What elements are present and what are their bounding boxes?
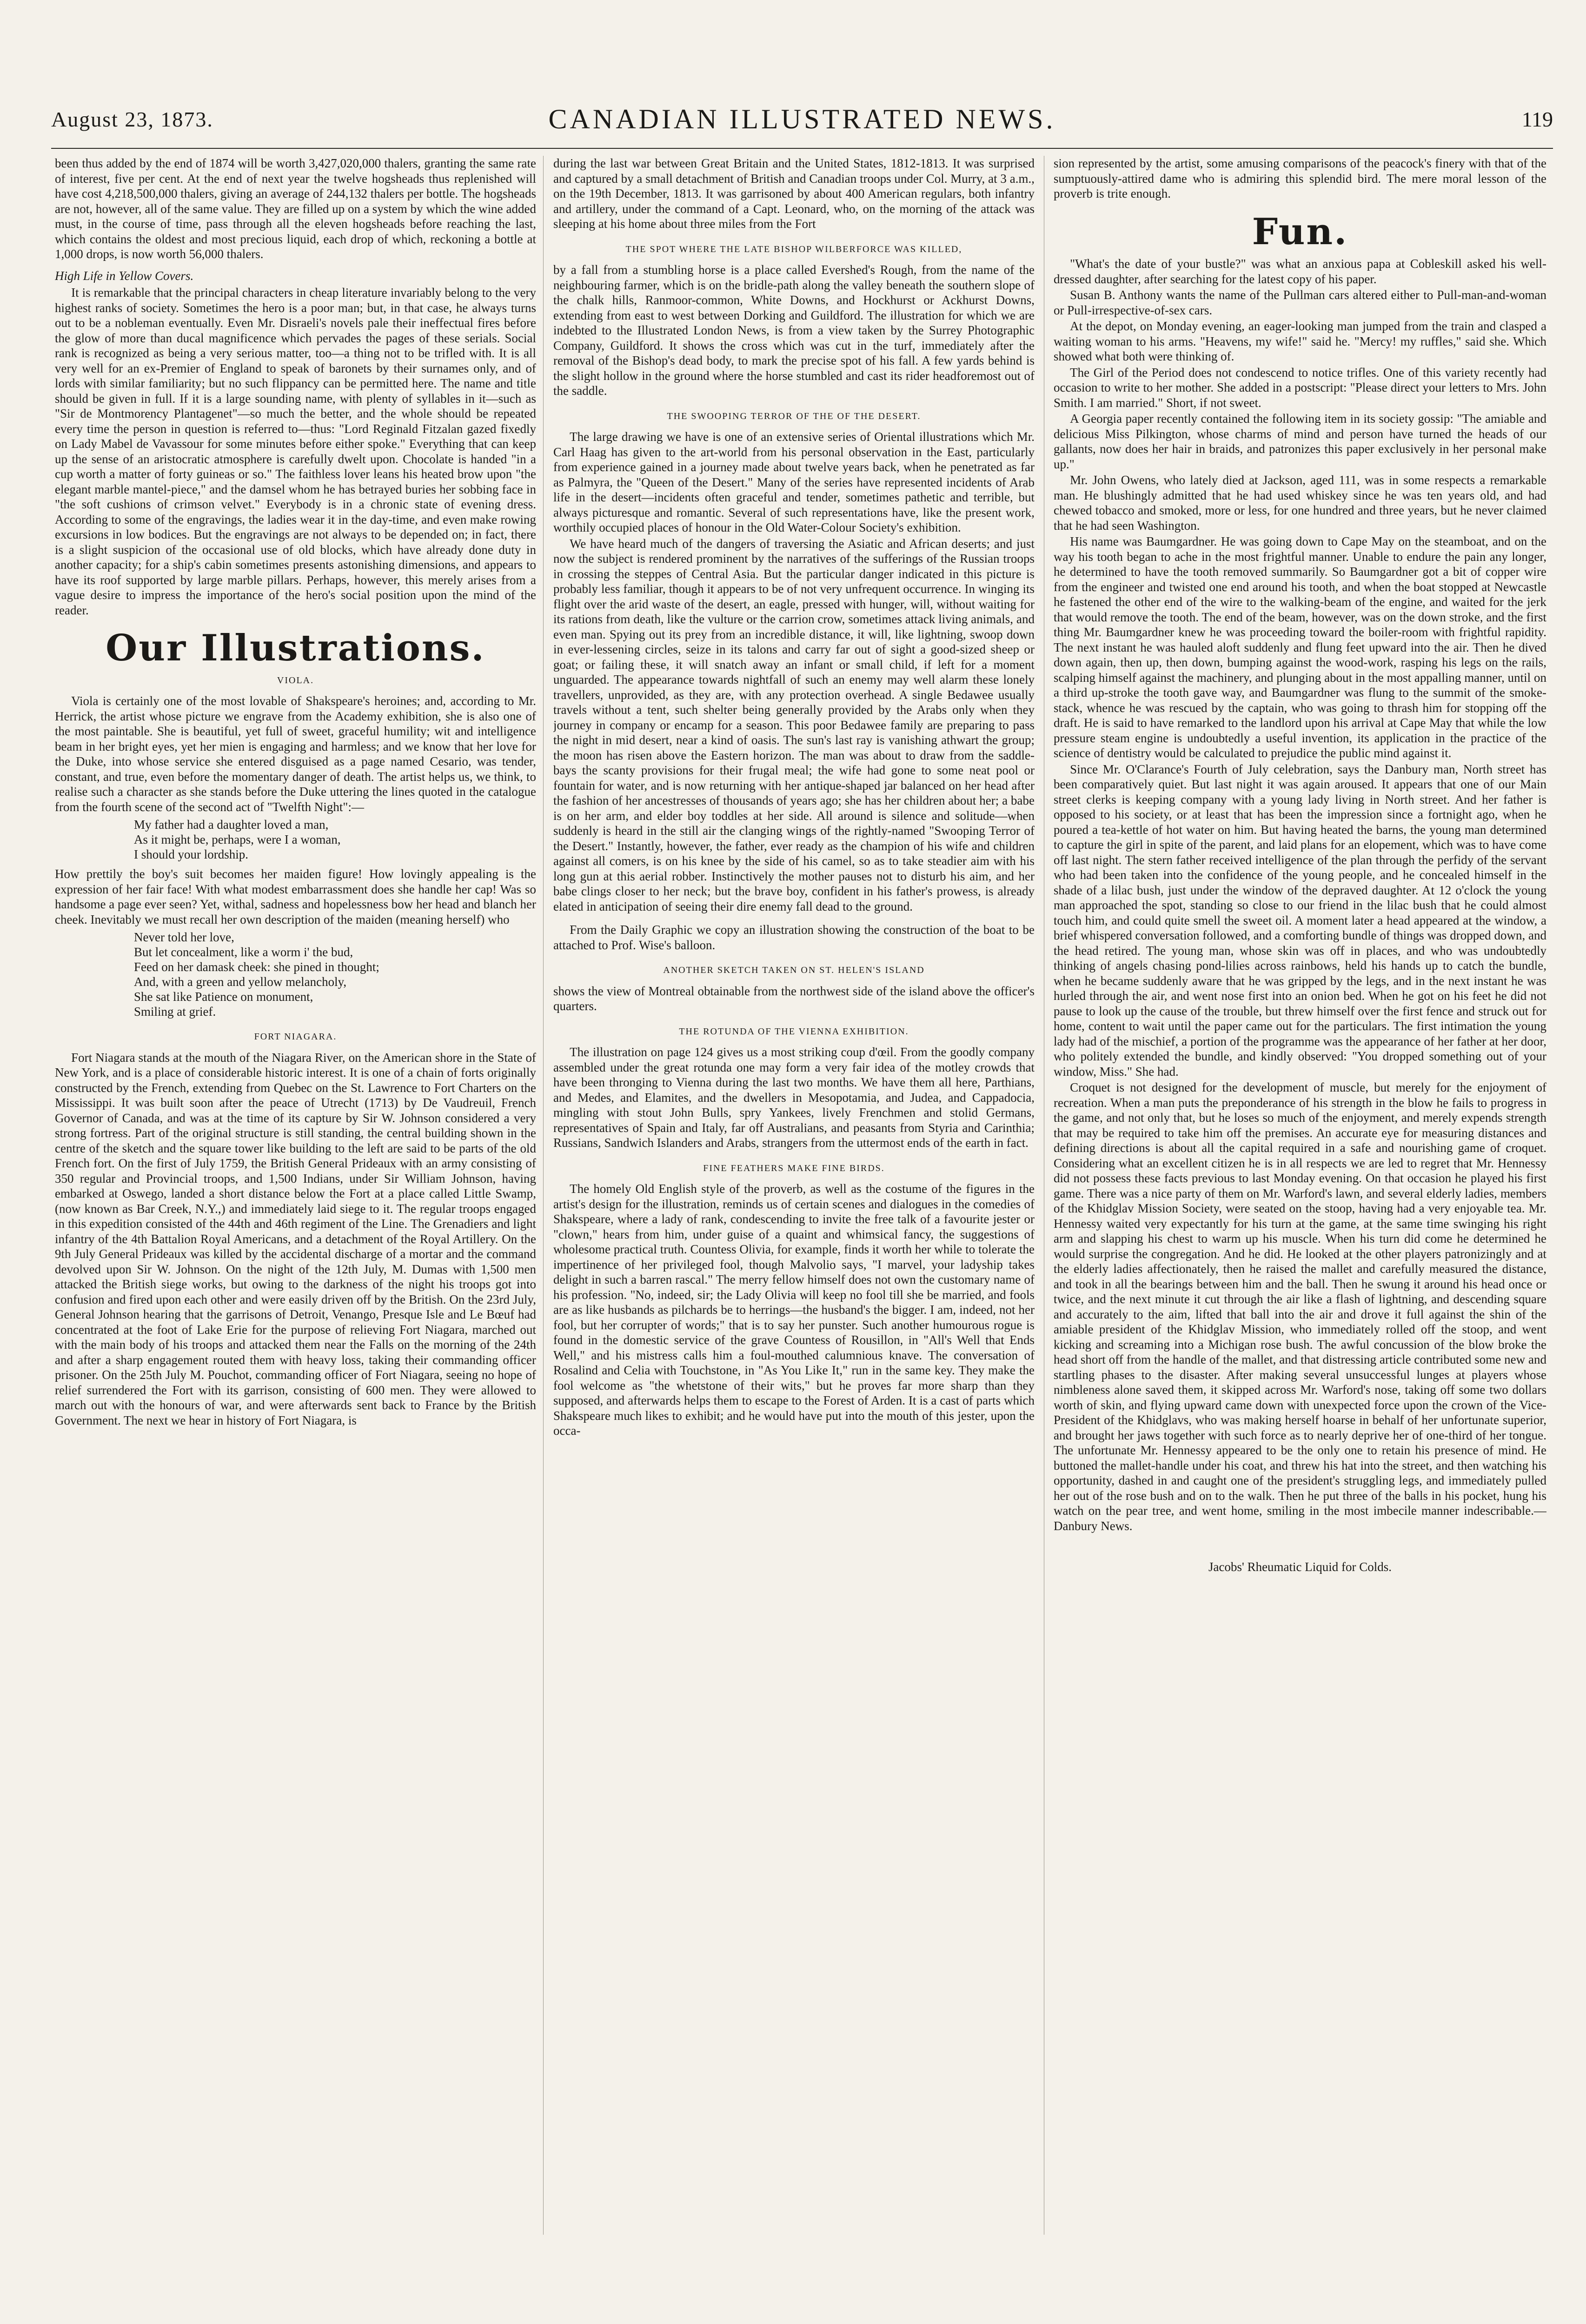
- poem-quote: [134, 930, 536, 1019]
- poem-line: Smiling at grief.: [134, 1005, 216, 1019]
- article-heading: FINE FEATHERS MAKE FINE BIRDS.: [703, 1163, 885, 1173]
- section-title: Fun.: [1252, 210, 1348, 253]
- poem-line: Never told her love,: [134, 930, 234, 944]
- article-paragraph: The large drawing we have is one of an extensive series of Oriental illustrations which Mr. Carl Haag has given to the art-world from his personal observation in the East, particularly from experience gained in a journey made about twelve years back, when he penetrated as far as Palmyra, the "Queen of the Desert." Many of the series have represented incidents of Arab life in the desert—incidents often graceful and tender, sometimes pathetic and terrible, but always picturesque and romantic. Several of such representations have, like the present work, worthily occupied places of honour in the Old Water-Colour Society's exhibition.: [553, 430, 1035, 534]
- article-heading: THE ROTUNDA OF THE VIENNA EXHIBITION.: [679, 1026, 909, 1037]
- poem-line: She sat like Patience on monument,: [134, 990, 313, 1004]
- column-2: [553, 156, 1035, 2235]
- article-paragraph: It is remarkable that the principal characters in cheap literature invariably belong to the very highest ranks of society. Sometimes the hero is a poor man; but, in that case, he always turns out to be a nobleman eventually. Even Mr. Disraeli's novels pale their ineffectual fires before the glow of more than ducal magnificence which pervades the pages of these serials. Social rank is recognized as being a very serious matter, too—a thing not to be trifled with. It is all very well for an ex-Premier of England to speak of baronets by their surnames only, and of lords with similar familiarity; but no such flippancy can be permitted here. The name and title should be given in full. If it is a large sounding name, with plenty of syllables in it—such as "Sir de Montmorency Plantagenet"—so much the better, and the whole should be repeated every time the person in question is referred to—thus: "Lord Reginald Fitzalan gazed fixedly on Lady Mabel de Vavassour for some minutes before either spoke." Everything that can keep up the sense of an aristocratic atmosphere is carefully dwelt upon. Chocolate is handed "in a cup worth a matter of forty guineas or so." The faithless lover leans his heated brow upon "the elegant marble mantel-piece," and the damsel whom he has betrayed buries her sobbing face in "the soft cushions of crimson velvet." Everybody is in a chronic state of evening dress. According to some of the engravings, the ladies wear it in the day-time, and even make rowing excursions in low bodices. But the engravings are not always to be depended on; in fact, there is a slight suspicion of the occasional use of old blocks, which have already done duty in another capacity; for a ship's cabin sometimes presents astonishing dimensions, and appears to have its roof supported by large marble pillars. Perhaps, however, this merely arises from a vague desire to impress the importance of the hero's social position upon the mind of the reader.: [55, 286, 536, 617]
- newspaper-title: CANADIAN ILLUSTRATED NEWS.: [548, 104, 1056, 134]
- article-paragraph: His name was Baumgardner. He was going down to Cape May on the steamboat, and on the way his tooth began to ache in the most frightful manner. Unable to endure the pain any longer, he determined to have the tooth removed summarily. So Baumgardner got a bit of copper wire from the engineer and twisted one end around his tooth, and when the boat stopped at Newcastle he fastened the other end of the wire to the walking-beam of the engine, and waited for the jerk that would remove the tooth. The end of the beam, however, was on the down stroke, and the first thing Mr. Baumgardner knew he was proceeding toward the boiler-room with frightful rapidity. The next instant he was hauled aloft suddenly and flung feet upward into the air. Then he dived down again, then up, then down, bumping against the wood-work, rasping his legs on the rails, scalping himself against the machinery, and plunging about in the most appalling manner, until on a third up-stroke the tooth gave way, and Baumgardner was flung to the summit of the smoke-stack, whence he was rescued by the captain, who was going to thrash him for stopping off the draft. He is said to have remarked to the landlord upon his arrival at Cape May that while the low pressure steam engine is undoubtedly a useful invention, its application in the practice of the science of dentistry would be calculated to prejudice the public mind against it.: [1054, 534, 1546, 760]
- article-paragraph: Since Mr. O'Clarance's Fourth of July celebration, says the Danbury man, North street has been comparatively quiet. But last night it was again aroused. It appears that one of our Main street clerks is keeping company with a young lady living in North street. And her father is opposed to his society, or at least that has been the impression since a fortnight ago, when he poured a tea-kettle of hot water on him. But having heated the barns, the young man determined to capture the girl in spite of the parent, and laid plans for an elopement, which was to have come off last night. The stern father received intelligence of the plan through the perfidy of the servant who had been taken into the confidence of the young people, and he concealed himself in the shade of a lilac bush, just under the window of the depraved daughter. At 12 o'clock the young man approached the spot, standing so close to our friend in the lilac bush that he could almost touch him, and could quite smell the sweet oil. A moment later a head appeared at the window, a brief whispered conversation followed, and a comforting bundle of things was dropped down, and the head retired. The young man, whose skin was off in places, and who was undoubtedly thinking of angels chasing pond-lilies across rainbows, held his hands up to catch the bundle, when he became suddenly aware that he was gripped by the legs, and in the next instant he was hurled through the air, and went nose first into an onion bed. When he got on his feet he did not pause to look up the cause of the trouble, but threw himself over the first fence and struck out for home, content to wait until the paper came out for the particulars. The first intimation the young lady had of the mischief, a portion of the programme was the appearance of her father at her door, who politely extended the bundle, and kindly observed: "You dropped something out of your window, Miss." She had.: [1054, 762, 1546, 1079]
- poem-line: As it might be, perhaps, were I a woman,: [134, 832, 341, 846]
- article-paragraph: Mr. John Owens, who lately died at Jackson, aged 111, was in some respects a remarkable man. He blushingly admitted that he had used whiskey since he was ten years old, and had chewed tobacco and smoked, more or less, for one hundred and three years, but he never claimed that he had seen Washington.: [1054, 473, 1546, 533]
- article-paragraph: The illustration on page 124 gives us a most striking coup d'œil. From the goodly company assembled under the great rotunda one may form a very fair idea of the motley crowds that have been thronging to Vienna during the last two months. We have them all here, Parthians, and Medes, and Elamites, and the dwellers in Mesopotamia, and Judea, and Cappadocia, mingling with stout John Bulls, spry Yankees, lively Frenchmen and stolid Germans, representatives of Spain and Italy, far off Australians, and peasants from Styria and Carinthia; Russians, Sandwich Islanders and Arabs, strangers from the uttermost ends of the earth in fact.: [553, 1045, 1035, 1150]
- article-heading: ANOTHER SKETCH TAKEN ON ST. HELEN'S ISLAND: [663, 965, 925, 975]
- poem-line: Feed on her damask cheek: she pined in thought;: [134, 960, 379, 974]
- article-paragraph: How prettily the boy's suit becomes her maiden figure! How lovingly appealing is the expression of her fair face! With what modest embarrassment does she handle her cap! Was so handsome a page ever seen? Yet, withal, sadness and hopelessness bow her head and blanch her cheek. Inevitably we must recall her own description of the maiden (meaning herself) who: [55, 867, 536, 926]
- article-heading: THE SWOOPING TERROR OF THE OF THE DESERT.: [667, 411, 921, 421]
- article-heading: VIOLA.: [277, 675, 314, 686]
- article-paragraph: The homely Old English style of the proverb, as well as the costume of the figures in the artist's design for the illustration, reminds us of certain scenes and dialogues in the comedies of Shakspeare, where a lady of rank, condescending to invite the free talk of a favourite jester or "clown," hears from him, under guise of a quaint and whimsical fancy, the suggestions of wholesome practical truth. Countess Olivia, for example, finds it worth her while to tolerate the impertinence of her privileged fool, though Malvolio says, "I marvel, your ladyship takes delight in such a barren rascal." The merry fellow himself does not own the customary name of his profession. "No, indeed, sir; the Lady Olivia will keep no fool till she be married, and fools are as like husbands as pilchards be to herrings—the husband's the bigger. I am, indeed, not her fool, but her corrupter of words;" that is to say her punster. Such another humourous rogue is found in the domestic service of the grave Countess of Rousillon, in "All's Well that Ends Well," and his mistress calls him a foul-mouthed calumnious knave. The conversation of Rosalind and Celia with Touchstone, in "As You Like It," run in the same key. They make the fool welcome as "the whetstone of their wits," but he proves far more sharp than they supposed, and afterwards helps them to escape to the Forest of Arden. It is a cast of parts which Shakspeare much likes to exhibit; and he would have put into the mouth of this jester, upon the occa-: [553, 1182, 1035, 1438]
- poem-line: I should your lordship.: [134, 847, 248, 861]
- article-heading: THE SPOT WHERE THE LATE BISHOP WILBERFORCE WAS KILLED,: [625, 244, 962, 254]
- masthead-rule: [51, 148, 1553, 149]
- poem-line: But let concealment, like a worm i' the bud,: [134, 945, 353, 959]
- article-paragraph: shows the view of Montreal obtainable from the northwest side of the island above the officer's quarters.: [553, 984, 1035, 1013]
- column-divider: [543, 156, 544, 2235]
- section-heading: High Life in Yellow Covers.: [55, 268, 194, 283]
- masthead: [51, 103, 1553, 145]
- article-paragraph: Fort Niagara stands at the mouth of the Niagara River, on the American shore in the State of New York, and is a place of considerable historic interest. It is one of a chain of forts originally constructed by the French, extending from Quebec on the St. Lawrence to Fort Charters on the Mississippi. It was built soon after the peace of Utrecht (1713) by De Vaudreuil, French Governor of Canada, and was at the time of its capture by Sir W. Johnson considered a very strong fortress. Part of the original structure is still standing, the central building shown in the centre of the sketch and the square tower like building to the left are said to be parts of the old French fort. On the first of July 1759, the British General Prideaux with an army consisting of 350 regular and Provincial troops, and 1,500 Indians, under Sir William Johnson, having embarked at Oswego, landed a short distance below the Fort at a place called Little Swamp, (now known as Bar Creek, N.Y.,) and immediately laid siege to it. The regular troops engaged in this expedition consisted of the 44th and 46th regiment of the Line. The Grenadiers and light infantry of the 4th Battalion Royal Americans, and a detachment of the Royal Artillery. On the 9th July General Prideaux was killed by the accidental discharge of a mortar and the command devolved upon Sir W. Johnson. On the night of the 12th July, M. Dumas with 1,500 men attacked the British siege works, but owing to the darkness of the night his troops got into confusion and fired upon each other and were easily driven off by the British. On the 23rd July, General Johnson hearing that the garrisons of Detroit, Venango, Presque Isle and Le Bœuf had concentrated at the foot of Lake Erie for the purpose of relieving Fort Niagara, marched out with the main body of his troops and attacked them near the Falls on the morning of the 24th and after a sharp engagement routed them with heavy loss, taking their commanding officer prisoner. On the 25th July M. Pouchot, commanding officer of Fort Niagara, seeing no hope of relief surrendered the Fort with its garrison, consisting of 600 men. They were allowed to march out with the honours of war, and were afterwards sent back to France by the British Government. The next we hear in history of Fort Niagara, is: [55, 1050, 536, 1427]
- issue-date: August 23, 1873.: [51, 107, 213, 131]
- poem-line: My father had a daughter loved a man,: [134, 818, 329, 832]
- article-paragraph: A Georgia paper recently contained the following item in its society gossip: "The amiable and delicious Miss Pilkington, whose charms of mind and person have turned the heads of our gallants, now does her hair in braids, and patronizes this paper exclusively in her personal make up.": [1054, 412, 1546, 471]
- article-paragraph: At the depot, on Monday evening, an eager-looking man jumped from the train and clasped a waiting woman to his arms. "Heavens, my wife!" said he. "Mercy! my ruffles," said she. Which showed what both were thinking of.: [1054, 319, 1546, 363]
- article-paragraph: The Girl of the Period does not condescend to notice trifles. One of this variety recently had occasion to write to her mother. She added in a postscript: "Please direct your letters to Mrs. John Smith. I am married." Short, if not sweet.: [1054, 365, 1546, 410]
- article-heading: FORT NIAGARA.: [254, 1032, 337, 1042]
- column-1: [55, 156, 536, 2235]
- article-paragraph: during the last war between Great Britain and the United States, 1812-1813. It was surprised and captured by a small detachment of British and Canadian troops under Col. Murry, at 3 a.m., on the 19th December, 1813. It was garrisoned by about 400 American regulars, both infantry and artillery, under the command of a Capt. Leonard, who, on the morning of the attack was sleeping at his home about three miles from the Fort: [553, 156, 1035, 231]
- advertisement-line: Jacobs' Rheumatic Liquid for Colds.: [1208, 1560, 1392, 1574]
- poem-line: And, with a green and yellow melancholy,: [134, 975, 347, 989]
- section-title: Our Illustrations.: [106, 627, 485, 669]
- article-paragraph: Croquet is not designed for the development of muscle, but merely for the enjoyment of recreation. When a man puts the preponderance of his strength in the blow he fails to progress in the game, and not only that, but he loses so much of the enjoyment, and merely expends strength that may be required to take him off the premises. An accurate eye for measuring distances and defining directions is about all the capital required in a safe and nourishing game of croquet. Considering what an excellent citizen he is in all respects we are led to regret that Mr. Hennessy did not possess these facts previous to last Monday evening. On that occasion he played his first game. There was a nice party of them on Mr. Warford's lawn, and several elderly ladies, members of the Khidglav Mission Society, were seated on the stoop, having had a very enjoyable tea. Mr. Hennessy waited very expectantly for his turn at the game, at the same time swinging his right arm and slapping his chest to warm up his muscle. When his turn did come he determined he would surprise the congregation. And he did. He looked at the other players patronizingly and at the elderly ladies affectionately, then he raised the mallet and carefully measured the distance, and took in all the bearings between him and the ball. Then he swung it around his head once or twice, and the next minute it cut through the air like a flash of lightning, and descending square and accurately to the aim, lifted that ball into the air and drove it full against the shin of the amiable president of the Khidglav Mission, who immediately rolled off the stoop, and went kicking and screaming into a Michigan rose bush. The awful concussion of the blow broke the head short off from the handle of the mallet, and that distressing article contributed some new and startling phases to the disaster. After making several unsuccessful lunges at players whose nimbleness alone saved them, it skipped across Mr. Warford's nose, taking off some two dollars worth of skin, and flying upward came down with unexpected force upon the crown of the Vice-President of the Khidglavs, who was making herself hoarse in behalf of her unfortunate superior, and brought her jaws together with such force as to nearly deprive her of one-third of her tongue. The unfortunate Mr. Hennessy appeared to be the only one to retain his presence of mind. He buttoned the mallet-handle under his coat, and threw his hat into the street, and then watching his opportunity, dashed in and caught one of the president's struggling legs, and immediately pulled her out of the rose bush and on to the walk. Then he put three of the balls in his pocket, hung his watch on the pear tree, and went home, smiling in the most imbecile manner indescribable.—Danbury News.: [1054, 1080, 1546, 1533]
- article-paragraph: Viola is certainly one of the most lovable of Shakspeare's heroines; and, according to Mr. Herrick, the artist whose picture we engrave from the Academy exhibition, she is also one of the most paintable. She is beautiful, yet full of sweet, graceful humility; wit and intelligence beam in her bright eyes, yet her mien is engaging and harmless; and we know that her love for the Duke, into whose service she entered disguised as a page named Cesario, was tender, constant, and true, even before the momentary danger of death. The artist helps us, we think, to realise such a character as she stands before the Duke uttering the lines quoted in the catalogue from the fourth scene of the second act of "Twelfth Night":—: [55, 694, 536, 814]
- article-paragraph: From the Daily Graphic we copy an illustration showing the construction of the boat to be attached to Prof. Wise's balloon.: [553, 923, 1035, 952]
- article-paragraph: Susan B. Anthony wants the name of the Pullman cars altered either to Pull-man-and-woman or Pull-irrespective-of-sex cars.: [1054, 288, 1546, 317]
- page-number: 119: [1521, 107, 1553, 131]
- article-paragraph: by a fall from a stumbling horse is a place called Evershed's Rough, from the name of the neighbouring farmer, which is on the bridle-path along the valley beneath the southern slope of the chalk hills, Ranmoor-common, White Downs, and Hockhurst or Ackhurst Downs, extending from east to west between Dorking and Guildford. The illustration for which we are indebted to the Illustrated London News, is from a view taken by the Surrey Photographic Company, Guildford. It shows the cross which was cut in the turf, immediately after the removal of the Bishop's dead body, to mark the precise spot of his fall. A few yards behind is the slight hollow in the ground where the horse stumbled and cast its rider headforemost out of the saddle.: [553, 263, 1035, 398]
- article-paragraph: We have heard much of the dangers of traversing the Asiatic and African deserts; and just now the subject is rendered prominent by the narratives of the sufferings of the Russian troops in crossing the steppes of Central Asia. But the particular danger indicated in this picture is probably less familiar, though it appears to be of not very unfrequent occurrence. In winging its flight over the arid waste of the desert, an eagle, pressed with hunger, will, without waiting for its rations from death, like the vulture or the carrion crow, sometimes attack living animals, and even man. Spying out its prey from an incredible distance, it will, like lightning, swoop down in ever-lessening circles, seize in its talons and carry far out of sight a good-sized sheep or goat; or failing these, it will snatch away an infant or small child, if left for a moment unguarded. The appearance towards nightfall of such an enemy may well alarm these lonely travellers, unprovided, as they are, with any protection overhead. A single Bedawee usually travels without a tent, such shelter being generally provided by the Arabs only when they journey in company or encamp for a season. This poor Bedawee family are preparing to pass the night in mid desert, near a kind of oasis. The sun's last ray is vanishing athwart the group; the moon has risen above the Eastern horizon. The man was about to draw from the saddle-bays the scanty provisions for their frugal meal; the wife had gone to some neat pool or fountain for water, and is now returning with her antique-shaped jar balanced on her head after the fashion of her ancestresses of thousands of years ago; she has her children about her; a babe is on her arm, and elder boy toddles at her side. All around is silence and solitude—when suddenly is heard in the still air the clanging wings of the rightly-named "Swooping Terror of the Desert." Instantly, however, the father, ever ready as the champion of his wife and children against all comers, is on his knee by the side of his camel, so as to take steadier aim with his long gun at this aerial robber. Instinctively the mother pauses not to disturb his aim, and her babe clings closer to her neck; but the brave boy, confident in his father's prowess, is already elated in anticipation of seeing their dire enemy fall dead to the ground.: [553, 536, 1035, 913]
- article-paragraph: been thus added by the end of 1874 will be worth 3,427,020,000 thalers, granting the same rate of interest, five per cent. At the end of next year the twelve hogsheads thus replenished will have cost 4,218,500,000 thalers, giving an average of 244,132 thalers per bottle. The hogsheads are not, however, all of the same value. They are filled up on a system by which the wine added must, in the course of time, pass through all the eleven hogsheads before reaching the last, which contains the oldest and most precious liquid, each drop of which, reckoning a bottle at 1,000 drops, is now worth 56,000 thalers.: [55, 156, 536, 261]
- article-paragraph: "What's the date of your bustle?" was what an anxious papa at Cobleskill asked his well-dressed daughter, after searching for the latest copy of his paper.: [1054, 257, 1546, 286]
- article-paragraph: sion represented by the artist, some amusing comparisons of the peacock's finery with that of the sumptuously-attired dame who is admiring this splendid bird. The mere moral lesson of the proverb is trite enough.: [1054, 156, 1546, 200]
- column-3: [1054, 156, 1546, 2235]
- poem-quote: [134, 817, 536, 862]
